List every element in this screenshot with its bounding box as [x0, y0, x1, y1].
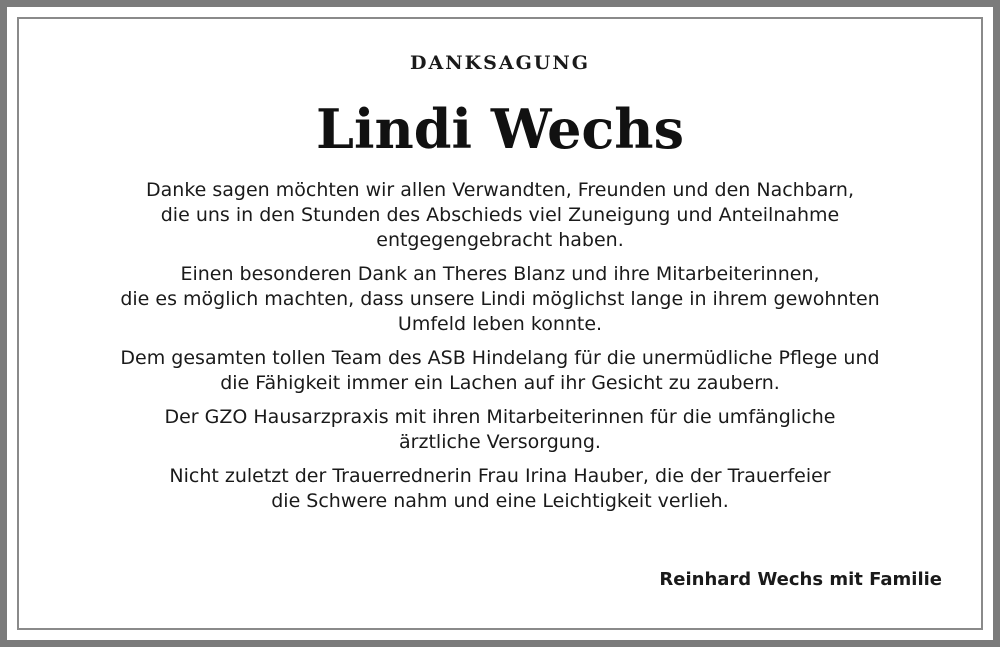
- text-line: die uns in den Stunden des Abschieds viel Zuneigung und Anteilnahme: [160, 204, 840, 226]
- text-line: Dem gesamten tollen Team des ASB Hindelang für die unermüdliche Pflege und: [120, 347, 880, 369]
- text-line: Einen besonderen Dank an Theres Blanz und ihre Mitarbeiterinnen,: [180, 263, 820, 285]
- text-line: ärztliche Versorgung.: [399, 431, 601, 453]
- thanks-paragraph: [40, 346, 960, 396]
- text-line: die Fähigkeit immer ein Lachen auf ihr Gesicht zu zaubern.: [220, 372, 780, 394]
- notice-body: [40, 178, 960, 523]
- text-line: die es möglich machten, dass unsere Lindi möglichst lange in ihrem gewohnten: [120, 288, 880, 310]
- signature: Reinhard Wechs mit Familie: [659, 569, 942, 590]
- text-line: Umfeld leben konnte.: [397, 313, 603, 335]
- text-line: die Schwere nahm und eine Leichtigkeit verlieh.: [271, 490, 729, 512]
- deceased-name: Lindi Wechs: [316, 97, 684, 161]
- thanks-paragraph: [40, 464, 960, 514]
- notice-heading: DANKSAGUNG: [410, 52, 590, 74]
- text-line: Danke sagen möchten wir allen Verwandten, Freunden und den Nachbarn,: [146, 179, 854, 201]
- text-line: Der GZO Hausarzpraxis mit ihren Mitarbeiterinnen für die umfängliche: [164, 406, 836, 428]
- thanks-paragraph: [40, 262, 960, 337]
- thanks-paragraph: [40, 178, 960, 253]
- text-line: entgegengebracht haben.: [376, 229, 624, 251]
- text-line: Nicht zuletzt der Trauerrednerin Frau Irina Hauber, die der Trauerfeier: [169, 465, 831, 487]
- thanks-paragraph: [40, 405, 960, 455]
